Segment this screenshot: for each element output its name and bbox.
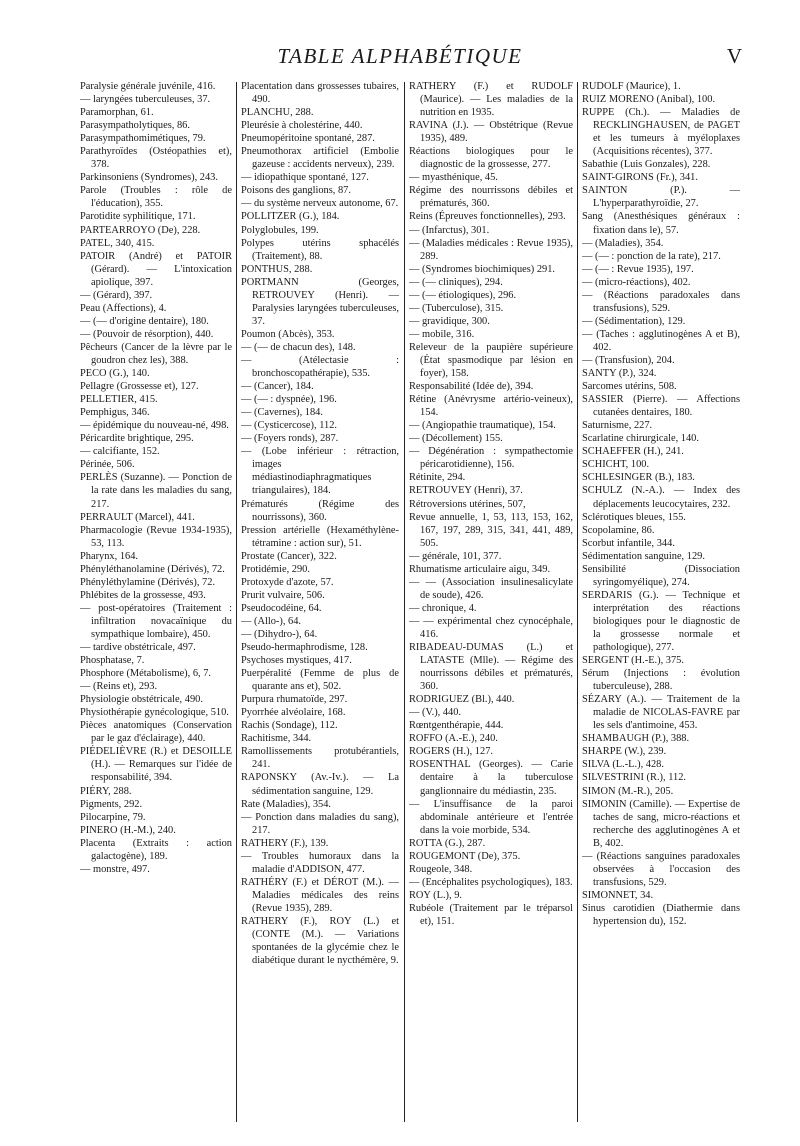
index-entry: Parathyroïdes (Ostéopathies et), 378. xyxy=(80,146,232,171)
index-entry: — du système nerveux autonome, 67. xyxy=(241,198,399,210)
index-entry: Placenta (Extraits : action galactogène), 189. xyxy=(80,837,232,862)
index-entry: RIBADEAU-DUMAS (L.) et LATASTE (Mlle). — Régime des nourrissons débiles et prématurés, 360. xyxy=(409,642,573,693)
index-entry: — (Cysticercose), 112. xyxy=(241,420,337,432)
index-entry: — (Foyers ronds), 287. xyxy=(241,433,339,445)
index-entry: Puerpéralité (Femme de plus de quarante ans et), 502. xyxy=(241,668,399,693)
index-entry: SCHULZ (N.-A.). — Index des déplacements leucocytaires, 232. xyxy=(582,485,740,510)
index-entry: Paralysie générale juvénile, 416. xyxy=(80,81,216,92)
index-entry: RAPONSKY (Av.-Iv.). — La sédimentation sanguine, 129. xyxy=(241,772,399,797)
column-divider xyxy=(404,82,405,1122)
index-entry: Pellagre (Grossesse et), 127. xyxy=(80,381,199,393)
index-entry: SCHLESINGER (B.), 183. xyxy=(582,472,695,484)
index-entry: — (Décollement) 155. xyxy=(409,433,503,445)
index-entry: Polypes utérins sphacélés (Traitement), 88. xyxy=(241,237,399,262)
index-entry: Sensibilité (Dissociation syringomyélique), 274. xyxy=(582,563,740,588)
index-entry: — (Gérard), 397. xyxy=(80,289,153,301)
index-entry: — (Infarctus), 301. xyxy=(409,224,490,236)
index-entry: POLLITZER (G.), 184. xyxy=(241,211,340,223)
index-entry: SÉZARY (A.). — Traitement de la maladie de NICOLAS-FAVRE par les sels d'antimoine, 453. xyxy=(582,694,740,732)
index-entry: SERDARIS (G.). — Technique et interprétation des réactions biologiques pour le diagnostic de la grossesse normale et pathologique), 277. xyxy=(582,589,740,654)
index-entry: ROTTA (G.), 287. xyxy=(409,837,486,849)
index-entry: Pilocarpine, 79. xyxy=(80,811,146,823)
index-entry: Phosphatase, 7. xyxy=(80,655,145,667)
index-entry: Pharynx, 164. xyxy=(80,550,139,562)
index-entry: Rétroversions utérines, 507, xyxy=(409,498,526,510)
index-entry: PARTEARROYO (De), 228. xyxy=(80,224,201,236)
index-entry: — (Tuberculose), 315. xyxy=(409,302,504,314)
index-entry: Polyglobules, 199. xyxy=(241,224,319,236)
index-entry: Sinus carotidien (Diathermie dans hypertension du), 152. xyxy=(582,902,740,927)
index-entry: Physiologie obstétricale, 490. xyxy=(80,694,203,706)
index-entry: — (V.), 440. xyxy=(409,707,462,719)
index-entry: Ramollissements protubérantiels, 241. xyxy=(241,746,399,771)
index-entry: Placentation dans grossesses tubaires, 490. xyxy=(241,81,399,106)
index-entry: — Dégénération : sympathectomie péricarotidienne), 156. xyxy=(409,446,573,471)
index-entry: Sédimentation sanguine, 129. xyxy=(582,550,705,562)
index-entry: Phlébites de la grossesse, 493. xyxy=(80,589,206,601)
index-entry: RETROUVEY (Henri), 37. xyxy=(409,485,523,497)
index-entry: Pêcheurs (Cancer de la lèvre par le goudron chez les), 388. xyxy=(80,341,232,366)
index-entry: Rétinite, 294. xyxy=(409,472,466,484)
index-entry: Pseudocodéine, 64. xyxy=(241,602,322,614)
index-entry: — (Atélectasie : bronchoscopathérapie), 535. xyxy=(241,354,399,380)
index-entry: Sang (Anesthésiques généraux : fixation dans le), 57. xyxy=(582,211,740,236)
index-entry: Prostate (Cancer), 322. xyxy=(241,550,337,562)
index-entry: Parasympathomimétiques, 79. xyxy=(80,133,206,145)
index-entry: — tardive obstétricale, 497. xyxy=(80,642,196,654)
index-entry: Scopolamine, 86. xyxy=(582,524,655,536)
index-column-4 xyxy=(582,80,740,1130)
index-entry: — laryngées tuberculeuses, 37. xyxy=(80,94,211,106)
index-entry: PONTHUS, 288. xyxy=(241,263,313,275)
index-entry: — Ponction dans maladies du sang), 217. xyxy=(241,811,399,836)
index-entry: RODRIGUEZ (Bl.), 440. xyxy=(409,694,515,706)
index-entry: — épidémique du nouveau-né, 498. xyxy=(80,420,229,432)
index-entry: Péricardite brightique, 295. xyxy=(80,433,194,445)
index-entry: Parkinsoniens (Syndromes), 243. xyxy=(80,172,218,184)
column-divider xyxy=(236,82,237,1122)
index-entry: — (Syndromes biochimiques) 291. xyxy=(409,263,556,275)
index-entry: Protidémie, 290. xyxy=(241,563,310,575)
index-entry: — gravidique, 300. xyxy=(409,315,490,327)
index-entry: Phosphore (Métabolisme), 6, 7. xyxy=(80,668,212,680)
index-entry: ROSENTHAL (Georges). — Carie dentaire à la tuberculose ganglionnaire du médiastin, 235. xyxy=(409,759,573,797)
index-entry: — (Encéphalites psychologiques), 183. xyxy=(409,876,573,888)
index-entry: Pleurésie à cholestérine, 440. xyxy=(241,120,363,132)
index-entry: SILVESTRINI (R.), 112. xyxy=(582,772,687,784)
index-entry: SCHAEFFER (H.), 241. xyxy=(582,446,684,458)
index-entry: Rachis (Sondage), 112. xyxy=(241,720,338,732)
index-entry: — (Taches : agglutinogènes A et B), 402. xyxy=(582,328,740,353)
index-entry: ROGERS (H.), 127. xyxy=(409,746,493,758)
index-entry: — (Transfusion), 204. xyxy=(582,354,675,366)
index-entry: Revue annuelle, 1, 53, 113, 153, 162, 167, 197, 289, 315, 341, 441, 489, 505. xyxy=(409,511,573,549)
index-columns xyxy=(80,80,740,1130)
index-entry: Pseudo-hermaphrodisme, 128. xyxy=(241,642,368,654)
index-entry: — (micro-réactions), 402. xyxy=(582,276,691,288)
index-entry: Protoxyde d'azote, 57. xyxy=(241,576,334,588)
index-entry: ROFFO (A.-E.), 240. xyxy=(409,733,498,745)
index-entry: Poumon (Abcès), 353. xyxy=(241,328,335,340)
index-entry: SILVA (L.-L.), 428. xyxy=(582,759,664,771)
index-entry: PELLETIER, 415. xyxy=(80,394,158,406)
index-entry: RATHERY (F.), 139. xyxy=(241,837,329,849)
index-entry: Sabathie (Luis Gonzales), 228. xyxy=(582,159,711,171)
index-entry: Rougeole, 348. xyxy=(409,863,473,875)
index-entry: PATEL, 340, 415. xyxy=(80,237,155,249)
index-entry: Psychoses mystiques, 417. xyxy=(241,655,352,667)
index-entry: — chronique, 4. xyxy=(409,602,477,614)
index-entry: — (Réactions sanguines paradoxales observées à l'occasion des transfusions, 529. xyxy=(582,850,740,888)
index-entry: — générale, 101, 377. xyxy=(409,550,502,562)
index-entry: Parotidite syphilitique, 171. xyxy=(80,211,196,223)
index-entry: Rachitisme, 344. xyxy=(241,733,312,745)
index-entry: ROUGEMONT (De), 375. xyxy=(409,850,521,862)
index-column-2 xyxy=(241,80,399,1130)
index-entry: PORTMANN (Georges, RETROUVEY (Henri). — Paralysies laryngées tuberculeuses, 37. xyxy=(241,276,399,327)
index-entry: Réactions biologiques pour le diagnostic de la grossesse, 277. xyxy=(409,146,573,171)
index-entry: — mobile, 316. xyxy=(409,328,475,340)
index-entry: — (Dihydro-), 64. xyxy=(241,628,318,640)
index-entry: — myasthénique, 45. xyxy=(409,172,498,184)
index-entry: PIÉRY, 288. xyxy=(80,785,132,797)
index-entry: SCHICHT, 100. xyxy=(582,459,650,471)
index-entry: — (Pouvoir de résorption), 440. xyxy=(80,328,214,340)
index-entry: PIÉDELIÈVRE (R.) et DESOILLE (H.). — Remarques sur l'idée de responsabilité, 394. xyxy=(80,746,232,784)
index-entry: Rhumatisme articulaire aigu, 349. xyxy=(409,563,551,575)
index-entry: — calcifiante, 152. xyxy=(80,446,160,458)
index-entry: Parole (Troubles : rôle de l'éducation), 355. xyxy=(80,185,232,210)
index-entry: — (Maladies médicales : Revue 1935), 289. xyxy=(409,237,573,262)
index-entry: Pneumopéritoine spontané, 287. xyxy=(241,133,375,145)
index-entry: RUIZ MORENO (Anibal), 100. xyxy=(582,94,716,106)
page-header xyxy=(0,44,800,74)
index-entry: PATOIR (André) et PATOIR (Gérard). — L'intoxication apiolique, 397. xyxy=(80,250,232,288)
index-entry: RATHERY (F.) et RUDOLF (Maurice). — Les maladies de la nutrition en 1935. xyxy=(409,81,573,119)
index-entry: SAINT-GIRONS (Fr.), 341. xyxy=(582,172,698,184)
index-entry: — (Cavernes), 184. xyxy=(241,407,323,419)
index-entry: — idiopathique spontané, 127. xyxy=(241,172,369,184)
index-entry: Responsabilité (Idée de), 394. xyxy=(409,381,534,393)
index-entry: — (— de chacun des), 148. xyxy=(241,341,356,353)
index-entry: Sclérotiques bleues, 155. xyxy=(582,511,686,523)
index-entry: — (Réactions paradoxales dans transfusions), 529. xyxy=(582,289,740,314)
index-entry: Rubéole (Traitement par le tréparsol et), 151. xyxy=(409,902,573,927)
index-entry: Prématurés (Régime des nourrissons), 360. xyxy=(241,498,399,523)
index-entry: Scorbut infantile, 344. xyxy=(582,537,675,549)
index-entry: Pyorrhée alvéolaire, 168. xyxy=(241,707,346,719)
index-entry: SHARPE (W.), 239. xyxy=(582,746,667,758)
index-entry: Pression artérielle (Hexaméthylène-tétramine : action sur), 51. xyxy=(241,524,399,549)
index-entry: Scarlatine chirurgicale, 140. xyxy=(582,433,699,445)
index-entry: — (Sédimentation), 129. xyxy=(582,315,686,327)
index-entry: — (Angiopathie traumatique), 154. xyxy=(409,420,556,432)
index-entry: Pneumothorax artificiel (Embolie gazeuse : accidents nerveux), 239. xyxy=(241,146,399,171)
index-entry: — (Cancer), 184. xyxy=(241,381,314,393)
index-entry: — L'insuffisance de la paroi abdominale antérieure et l'entrée dans la voie morbide, 534. xyxy=(409,798,573,836)
index-entry: — (Lobe inférieur : rétraction, images médiastinodiaphragmatiques triangulaires), 184. xyxy=(241,446,399,497)
index-entry: PERLÈS (Suzanne). — Ponction de la rate dans les maladies du sang, 217. xyxy=(80,472,232,510)
index-entry: Sérum (Injections : évolution tuberculeuse), 288. xyxy=(582,668,740,693)
index-entry: SIMONNET, 34. xyxy=(582,889,654,901)
index-entry: PLANCHU, 288. xyxy=(241,107,314,119)
index-entry: RAVINA (J.). — Obstétrique (Revue 1935), 489. xyxy=(409,120,573,145)
index-entry: PECO (G.), 140. xyxy=(80,368,150,380)
column-divider xyxy=(577,82,578,1122)
index-entry: Pigments, 292. xyxy=(80,798,143,810)
index-entry: — Troubles humoraux dans la maladie d'ADDISON, 477. xyxy=(241,850,399,875)
index-entry: — monstre, 497. xyxy=(80,863,150,875)
index-entry: Reins (Épreuves fonctionnelles), 293. xyxy=(409,211,566,223)
index-entry: Physiothérapie gynécologique, 510. xyxy=(80,707,229,719)
index-entry: Pharmacologie (Revue 1934-1935), 53, 113. xyxy=(80,524,232,549)
index-entry: RUDOLF (Maurice), 1. xyxy=(582,81,681,92)
index-entry: SHAMBAUGH (P.), 388. xyxy=(582,733,690,745)
index-entry: SIMON (M.-R.), 205. xyxy=(582,785,674,797)
index-entry: Peau (Affections), 4. xyxy=(80,302,167,314)
index-entry: RUPPE (Ch.). — Maladies de RECKLINGHAUSEN, de PAGET et les tumeurs à myéloplaxes (Acquisitions récentes), 377. xyxy=(582,107,740,158)
index-entry: PERRAULT (Marcel), 441. xyxy=(80,511,195,523)
index-entry: ROY (L.), 9. xyxy=(409,889,463,901)
index-entry: Purpura rhumatoïde, 297. xyxy=(241,694,348,706)
index-entry: Rate (Maladies), 354. xyxy=(241,798,332,810)
index-entry: — (Allo-), 64. xyxy=(241,615,302,627)
index-entry: — (Maladies), 354. xyxy=(582,237,664,249)
index-entry: — (— cliniques), 294. xyxy=(409,276,503,288)
index-entry: — (— : Revue 1935), 197. xyxy=(582,263,694,275)
index-entry: SAINTON (P.). — L'hyperparathyroïdie, 27. xyxy=(582,185,740,210)
index-entry: Paramorphan, 61. xyxy=(80,107,154,119)
index-entry: — (— : dyspnée), 196. xyxy=(241,394,337,406)
index-entry: — (— étiologiques), 296. xyxy=(409,289,517,301)
index-entry: RATHÉRY (F.) et DÉROT (M.). — Maladies médicales des reins (Revue 1935), 289. xyxy=(241,876,399,914)
index-column-1 xyxy=(80,80,232,1130)
index-entry: PINERO (H.-M.), 240. xyxy=(80,824,176,836)
index-entry: SASSIER (Pierre). — Affections cutanées dentaires, 180. xyxy=(582,394,740,419)
index-entry: Régime des nourrissons débiles et prématurés, 360. xyxy=(409,185,573,210)
index-entry: Phényléthylamine (Dérivés), 72. xyxy=(80,576,216,588)
index-entry: Parasympatholytiques, 86. xyxy=(80,120,190,132)
index-entry: Releveur de la paupière supérieure (État spasmodique par lésion en foyer), 158. xyxy=(409,341,573,380)
index-entry: SANTY (P.), 324. xyxy=(582,368,657,380)
index-entry: RATHERY (F.), ROY (L.) et (CONTE (M.). — Variations spontanées de la glycémie chez le diabétique durant le nycthémère, 9. xyxy=(241,916,399,967)
index-entry: Poisons des ganglions, 87. xyxy=(241,185,351,197)
index-entry: Phényléthanolamine (Dérivés), 72. xyxy=(80,563,225,575)
index-entry: — post-opératoires (Traitement : infiltration novacaïnique du sympathique lombaire), 450. xyxy=(80,602,232,640)
index-entry: Pièces anatomiques (Conservation par le gaz d'éclairage), 440. xyxy=(80,720,232,745)
index-entry: Pemphigus, 346. xyxy=(80,407,150,419)
index-column-3 xyxy=(409,80,573,1130)
index-entry: Sarcomes utérins, 508. xyxy=(582,381,677,393)
index-entry: — — expérimental chez cynocéphale, 416. xyxy=(409,615,573,640)
index-entry: — (Reins et), 293. xyxy=(80,681,158,693)
index-entry: Prurit vulvaire, 506. xyxy=(241,589,325,601)
index-entry: SIMONIN (Camille). — Expertise de taches de sang, micro-réactions et recherche des agglutinogènes A et B, 402. xyxy=(582,798,740,849)
index-entry: Périnée, 506. xyxy=(80,459,135,471)
index-entry: — — (Association insulinesalicylate de soude), 426. xyxy=(409,576,573,601)
index-entry: Rétine (Anévrysme artério-veineux), 154. xyxy=(409,394,573,419)
index-entry: SERGENT (H.-E.), 375. xyxy=(582,655,684,667)
page-title: TABLE ALPHABÉTIQUE xyxy=(277,44,523,68)
index-entry: — (— d'origine dentaire), 180. xyxy=(80,315,209,327)
index-entry: — (— : ponction de la rate), 217. xyxy=(582,250,721,262)
index-entry: Saturnisme, 227. xyxy=(582,420,653,432)
index-entry: Rœntgenthérapie, 444. xyxy=(409,720,504,732)
page-number: V xyxy=(726,44,742,68)
